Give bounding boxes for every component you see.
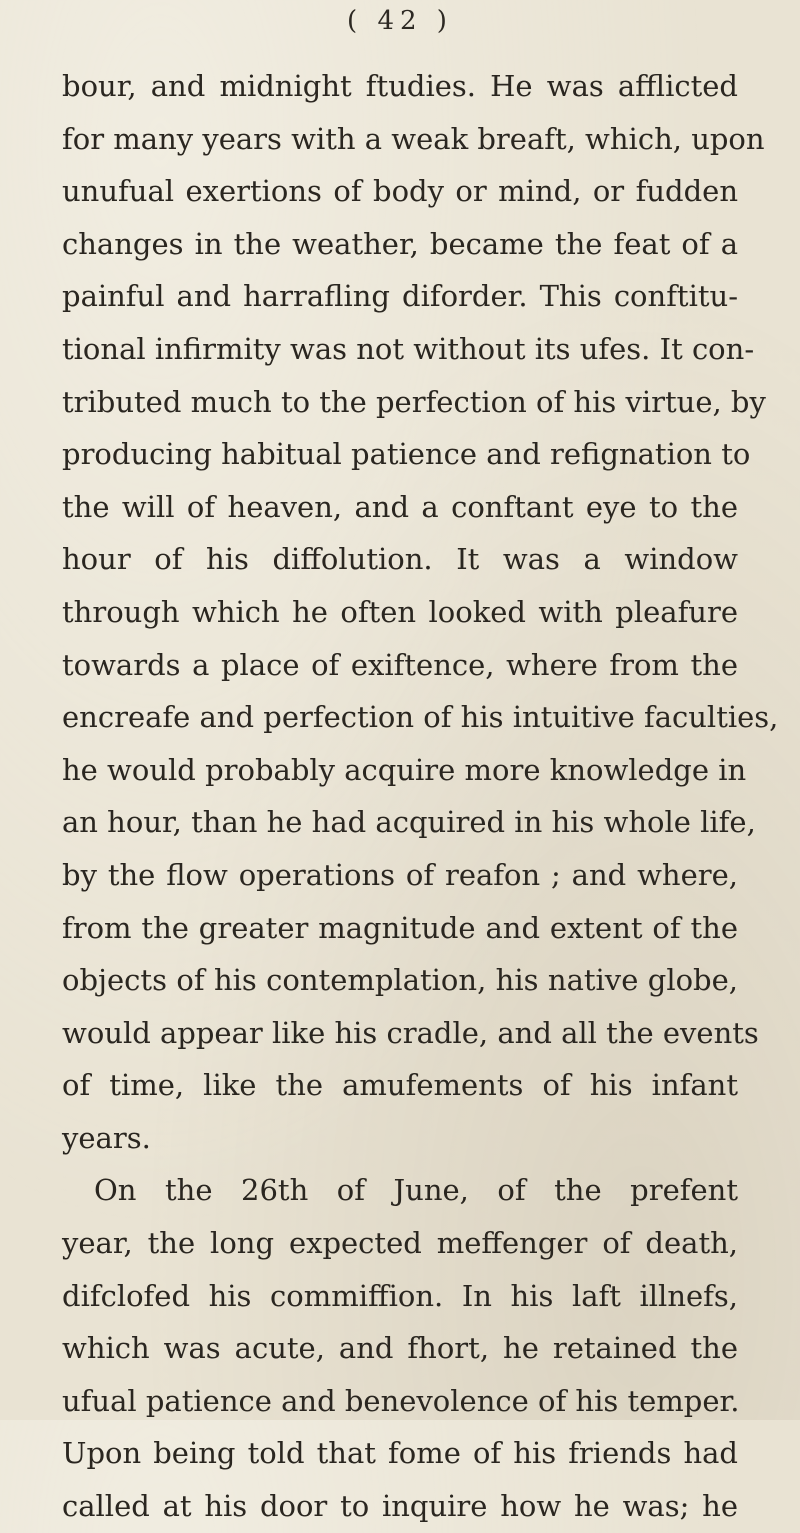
- text-line: Upon being told that fome of his friends had: [62, 1436, 738, 1471]
- text-line: would appear like his cradle, and all the events: [62, 1015, 759, 1050]
- text-line: he would probably acquire more knowledge in: [62, 752, 747, 787]
- text-line: producing habitual patience and refignation to: [62, 437, 751, 472]
- text-line: year, the long expected meffenger of death,: [62, 1226, 738, 1261]
- text-line: painful and harrafling diforder. This conftitu-: [62, 279, 738, 314]
- text-line: towards a place of exiftence, where from the: [62, 647, 738, 682]
- text-line: difclofed his commiffion. In his laft illnefs,: [62, 1278, 738, 1313]
- text-line: tional infirmity was not without its ufes. It con-: [62, 331, 755, 366]
- body-text: [62, 60, 779, 1533]
- text-line: for many years with a weak breaft, which, upon: [62, 121, 765, 156]
- paragraph-end-line: years.: [62, 1120, 151, 1155]
- text-line: changes in the weather, became the feat of a: [62, 226, 738, 261]
- text-line: from the greater magnitude and extent of the: [62, 910, 738, 945]
- text-line: bour, and midnight ftudies. He was afflicted: [62, 69, 738, 103]
- text-line: an hour, than he had acquired in his whole life,: [62, 805, 756, 840]
- text-line: by the flow operations of reafon ; and where,: [62, 857, 738, 892]
- text-line: through which he often looked with pleafure: [62, 594, 738, 629]
- text-line: hour of his diffolution. It was a window: [62, 542, 738, 577]
- text-line: ufual patience and benevolence of his temper.: [62, 1383, 740, 1418]
- text-line: encreafe and perfection of his intuitive faculties,: [62, 700, 779, 735]
- text-line: unufual exertions of body or mind, or fudden: [62, 174, 738, 209]
- paragraph-start-line: On the 26th of June, of the prefent: [94, 1173, 738, 1208]
- text-line: objects of his contemplation, his native globe,: [62, 963, 738, 998]
- text-line: of time, like the amufements of his infant: [62, 1068, 738, 1103]
- page-number: ( 42 ): [347, 6, 453, 36]
- text-line: called at his door to inquire how he was; he: [62, 1489, 738, 1524]
- text-line: the will of heaven, and a conftant eye to the: [62, 489, 738, 524]
- text-line: which was acute, and fhort, he retained the: [62, 1331, 738, 1366]
- text-line: tributed much to the perfection of his virtue, by: [62, 384, 766, 419]
